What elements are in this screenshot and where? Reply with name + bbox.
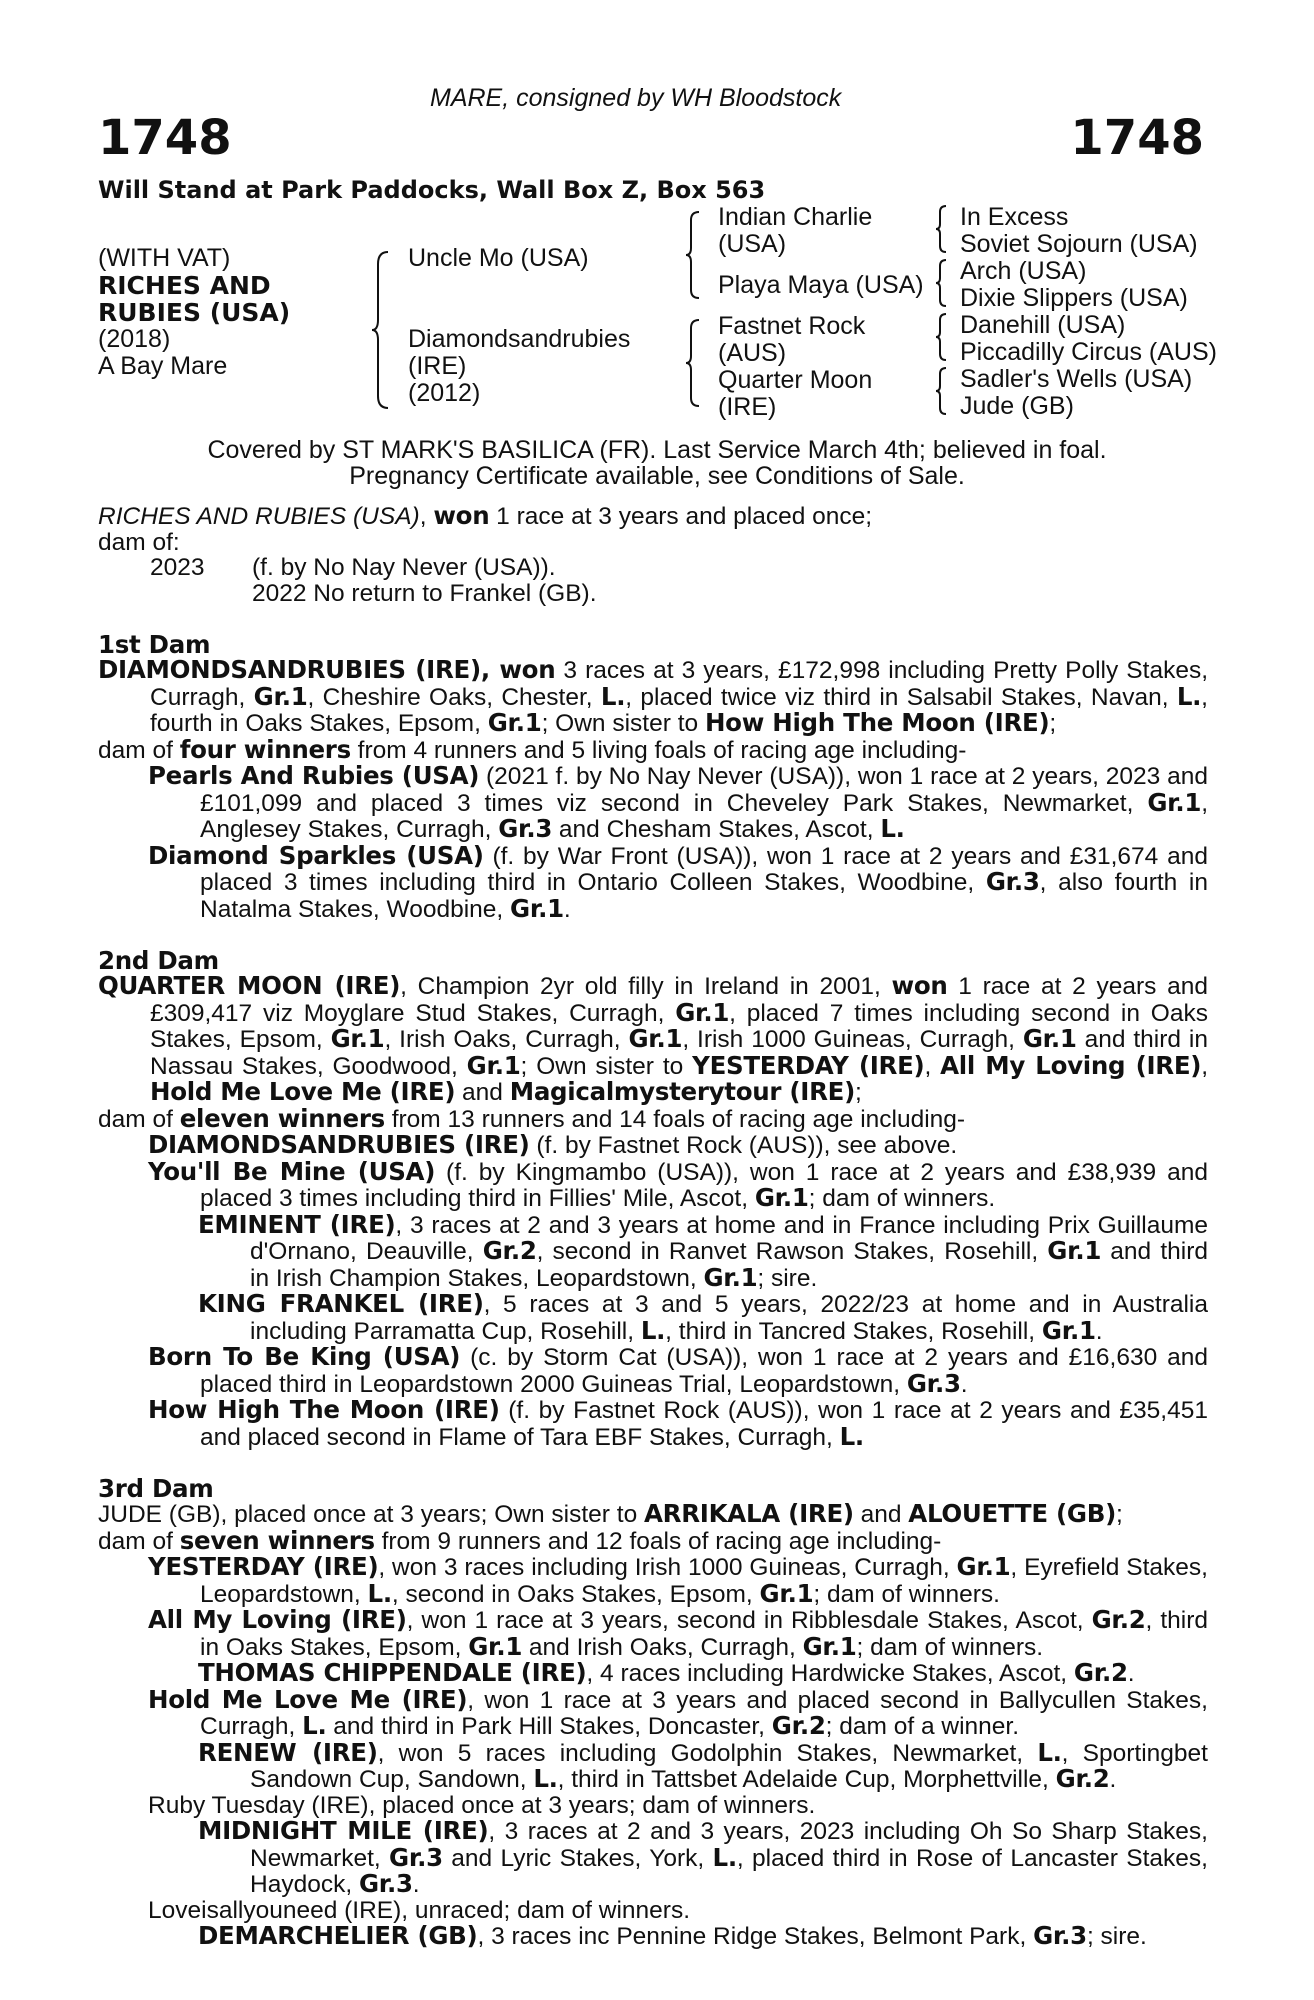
second-dam-entry: QUARTER MOON (IRE), Champion 2yr old filly in Ireland in 2001, won 1 race at 2 years and £309,417 viz Moyglare Stud Stakes, Curragh, Gr.1, placed 7 times including second in Oaks Stakes, Epsom, Gr.1, Irish Oaks, Curragh, Gr.1, Irish 1000 Guineas, Curragh, Gr.1 and third in Nassau Stakes, Goodwood, Gr.1; Own sister to YESTERDAY (IRE), All My Loving (IRE), Hold Me Love Me (IRE) and Magicalmysterytour (IRE); [98, 971, 1208, 1106]
produce-2023: 2023 (f. by No Nay Never (USA)). [150, 554, 556, 581]
lot-number-left: 1748 [98, 110, 232, 166]
dam-sire-name: Fastnet Rock [718, 312, 866, 340]
third-dam-entry: JUDE (GB), placed once at 3 years; Own sister to ARRIKALA (IRE) and ALOUETTE (GB); [98, 1499, 1123, 1528]
progeny-demarchelier: DEMARCHELIER (GB), 3 races inc Pennine Ridge Stakes, Belmont Park, Gr.3; sire. [198, 1921, 1147, 1950]
brace-g1 [934, 204, 948, 254]
ancestor-3: Arch (USA) [960, 257, 1087, 285]
brace-parents [370, 250, 392, 410]
progeny-renew: RENEW (IRE), won 5 races including Godolphin Stakes, Newmarket, L., Sportingbet Sandown Cup, Sandown, L., third in Tattsbet Adelaide Cup, Morphettville, Gr.2. [198, 1737, 1208, 1793]
brace-g3 [934, 312, 948, 362]
second-dam-heading: 2nd Dam [98, 945, 219, 975]
dam-of-label: dam of: [98, 528, 180, 556]
horse-info [98, 245, 290, 380]
dam-name: Diamondsandrubies [408, 325, 631, 353]
horse-description: A Bay Mare [98, 352, 228, 380]
third-dam-summary: dam of seven winners from 9 runners and 12 foals of racing age including- [98, 1525, 942, 1555]
dam [408, 326, 630, 407]
sire-sire-country: (USA) [718, 230, 787, 258]
brace-g4 [934, 366, 948, 416]
third-dam-heading: 3rd Dam [98, 1473, 214, 1503]
sire-sire-name: Indian Charlie [718, 203, 873, 231]
sire-sire [718, 204, 872, 258]
progeny-king-frankel: KING FRANKEL (IRE), 5 races at 3 and 5 years, 2022/23 at home and in Australia including Parramatta Cup, Rosehill, L., third in Tancred Stakes, Rosehill, Gr.1. [198, 1289, 1208, 1345]
dam-country: (IRE) [408, 352, 467, 380]
progeny-hold-me-love-me: Hold Me Love Me (IRE), won 1 race at 3 years and placed second in Ballycullen Stakes, Curragh, L. and third in Park Hill Stakes, Doncaster, Gr.2; dam of a winner. [148, 1684, 1208, 1740]
ancestor-4: Dixie Slippers (USA) [960, 284, 1188, 312]
lot-number-right: 1748 [1070, 110, 1204, 166]
brace-g2 [934, 258, 948, 308]
progeny-youll-be-mine: You'll Be Mine (USA) (f. by Kingmambo (USA)), won 1 race at 2 years and £38,939 and placed 3 times including third in Fillies' Mile, Ascot, Gr.1; dam of winners. [148, 1156, 1208, 1212]
produce-record [98, 503, 1208, 1950]
dam-dam [718, 367, 872, 421]
progeny-loveisallyouneed: Loveisallyouneed (IRE), unraced; dam of winners. [148, 1896, 691, 1924]
progeny-diamondsandrubies: DIAMONDSANDRUBIES (IRE) (f. by Fastnet Rock (AUS)), see above. [148, 1130, 958, 1159]
dam-sire [718, 313, 865, 367]
progeny-diamond-sparkles: Diamond Sparkles (USA) (f. by War Front (USA)), won 1 race at 2 years and £31,674 and placed 3 times including third in Ontario Colleen Stakes, Woodbine, Gr.3, also fourth in Natalma Stakes, Woodbine, Gr.1. [148, 840, 1208, 923]
produce-2022: 2022 No return to Frankel (GB). [252, 579, 597, 607]
stand-location: Will Stand at Park Paddocks, Wall Box Z, Box 563 [98, 176, 766, 204]
covered-line2: Pregnancy Certificate available, see Conditions of Sale. [349, 462, 965, 490]
grandparents-col [960, 204, 1217, 420]
sire: Uncle Mo (USA) [408, 244, 589, 272]
dam-dam-name: Quarter Moon [718, 366, 873, 394]
progeny-ruby-tuesday: Ruby Tuesday (IRE), placed once at 3 years; dam of winners. [148, 1791, 816, 1819]
ancestor-8: Jude (GB) [960, 392, 1074, 420]
progeny-how-high-the-moon: How High The Moon (IRE) (f. by Fastnet Rock (AUS)), won 1 race at 2 years and £35,451 and placed second in Flame of Tara EBF Stakes, Curragh, L. [148, 1395, 1208, 1451]
progeny-eminent: EMINENT (IRE), 3 races at 2 and 3 years at home and in France including Prix Guillaume d'Ornano, Deauville, Gr.2, second in Ranvet Rawson Stakes, Rosehill, Gr.1 and third in Irish Champion Stakes, Leopardstown, Gr.1; sire. [198, 1209, 1208, 1292]
ancestor-1: In Excess [960, 203, 1069, 231]
progeny-born-to-be-king: Born To Be King (USA) (c. by Storm Cat (USA)), won 1 race at 2 years and £16,630 and placed third in Leopardstown 2000 Guineas Trial, Leopardstown, Gr.3. [148, 1342, 1209, 1398]
vat-note: (WITH VAT) [98, 244, 231, 272]
first-dam-summary: dam of four winners from 4 runners and 5 living foals of racing age including- [98, 734, 967, 764]
second-dam-summary: dam of eleven winners from 13 runners and 14 foals of racing age including- [98, 1103, 966, 1133]
progeny-midnight-mile: MIDNIGHT MILE (IRE), 3 races at 2 and 3 years, 2023 including Oh So Sharp Stakes, Newmarket, Gr.3 and Lyric Stakes, York, L., placed third in Rose of Lancaster Stakes, Haydock, Gr.3. [198, 1816, 1208, 1898]
first-dam-heading: 1st Dam [98, 629, 211, 659]
ancestor-7: Sadler's Wells (USA) [960, 365, 1193, 393]
progeny-yesterday: YESTERDAY (IRE), won 3 races including Irish 1000 Guineas, Curragh, Gr.1, Eyrefield Stakes, Leopardstown, L., second in Oaks Stakes, Epsom, Gr.1; dam of winners. [148, 1552, 1208, 1608]
dam-sire-country: (AUS) [718, 339, 787, 367]
progeny-all-my-loving: All My Loving (IRE), won 1 race at 3 years, second in Ribblesdale Stakes, Ascot, Gr.2, third in Oaks Stakes, Epsom, Gr.1 and Irish Oaks, Curragh, Gr.1; dam of winners. [148, 1605, 1209, 1661]
dam-year: (2012) [408, 379, 481, 407]
horse-name-line2: RUBIES (USA) [98, 298, 291, 327]
brace-dam-line [684, 318, 702, 408]
consignor-subtitle: MARE, consigned by WH Bloodstock [430, 84, 842, 112]
progeny-thomas-chippendale: THOMAS CHIPPENDALE (IRE), 4 races including Hardwicke Stakes, Ascot, Gr.2. [198, 1658, 1135, 1687]
ancestor-6: Piccadilly Circus (AUS) [960, 338, 1217, 366]
horse-name-line1: RICHES AND [98, 271, 271, 300]
ancestor-2: Soviet Sojourn (USA) [960, 230, 1198, 258]
sire-dam: Playa Maya (USA) [718, 271, 924, 299]
dam-dam-country: (IRE) [718, 393, 777, 421]
ancestor-5: Danehill (USA) [960, 311, 1126, 339]
horse-year: (2018) [98, 325, 171, 353]
first-dam-entry: DIAMONDSANDRUBIES (IRE), won 3 races at 3 years, £172,998 including Pretty Polly Stakes, Curragh, Gr.1, Cheshire Oaks, Chester, L., placed twice viz third in Salsabil Stakes, Navan, L., fourth in Oaks Stakes, Epsom, Gr.1; Own sister to How High The Moon (IRE); [98, 655, 1208, 737]
covered-line1: Covered by ST MARK'S BASILICA (FR). Last Service March 4th; believed in foal. [207, 436, 1107, 464]
progeny-pearls-and-rubies: Pearls And Rubies (USA) (2021 f. by No Nay Never (USA)), won 1 race at 2 years, 2023 and £101,099 and placed 3 times viz second in Cheveley Park Stakes, Newmarket, Gr.1, Anglesey Stakes, Curragh, Gr.3 and Chesham Stakes, Ascot, L. [148, 761, 1209, 843]
brace-sire-line [684, 210, 702, 300]
horse-summary: RICHES AND RUBIES (USA), won 1 race at 3 years and placed once; [98, 501, 873, 530]
